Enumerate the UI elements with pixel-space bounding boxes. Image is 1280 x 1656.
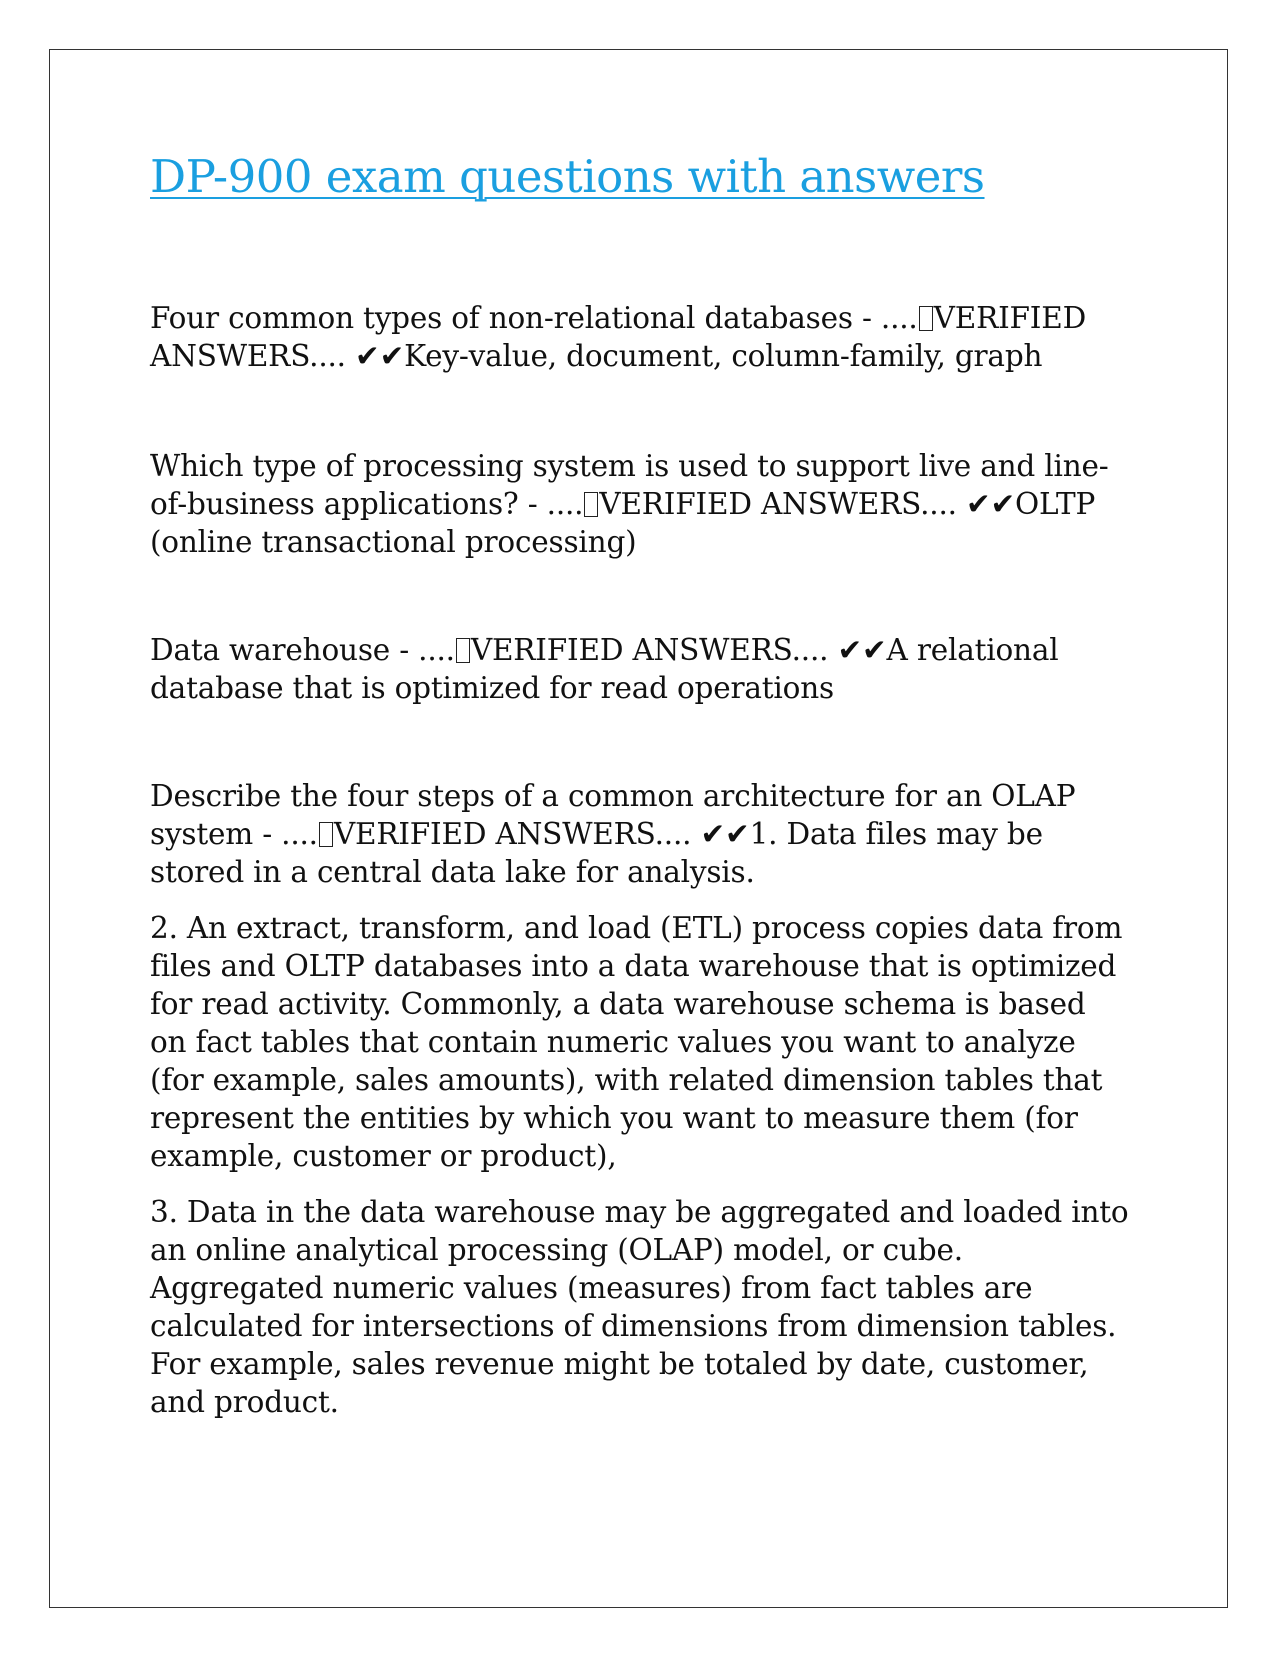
qa-entry [150, 631, 1130, 707]
question-text: Which type of processing system is used to support live and line-of-business applications? [150, 449, 1109, 521]
answer-continuation: 3. Data in the data warehouse may be aggregated and loaded into an online analytical processing (OLAP) model, or cube. Aggregated numeric values (measures) from fact tables are calculated for intersections of dimensions from dimension tables. For example, sales revenue might be totaled by date, customer, and product. [150, 1195, 1129, 1419]
missing-glyph-icon [919, 306, 933, 331]
answer-text: A relational database that is optimized for read operations [150, 633, 1059, 705]
checkmark-icon: ✔✔ [966, 487, 1016, 521]
question-text: Describe the four steps of a common architecture for an OLAP system [150, 779, 1076, 851]
verified-label: VERIFIED ANSWERS.... [333, 817, 692, 851]
answer-text: Key-value, document, column-family, graph [404, 339, 1043, 373]
qa-text [150, 631, 1130, 707]
answer-text: 1. Data files may be stored in a central data lake for analysis. [150, 817, 1043, 889]
document-title[interactable]: DP-900 exam questions with answers [150, 150, 985, 203]
document-body [150, 150, 1130, 1421]
separator: - .... [518, 487, 584, 521]
qa-entry [150, 299, 1130, 375]
answer-text: OLTP (online transactional processing) [150, 487, 1096, 559]
verified-label: VERIFIED ANSWERS.... [470, 633, 829, 667]
checkmark-icon: ✔✔ [700, 817, 750, 851]
verified-label: VERIFIED ANSWERS.... [150, 301, 1087, 373]
missing-glyph-icon [319, 822, 333, 847]
separator: - .... [253, 817, 318, 851]
qa-text [150, 777, 1130, 891]
qa-entry [150, 777, 1130, 1421]
qa-entry [150, 447, 1130, 561]
question-text: Data warehouse [150, 633, 391, 667]
qa-text [150, 299, 1130, 375]
missing-glyph-icon [456, 638, 470, 663]
separator: - .... [852, 301, 918, 335]
verified-label: VERIFIED ANSWERS.... [599, 487, 957, 521]
answer-continuation: 2. An extract, transform, and load (ETL) process copies data from files and OLTP databases into a data warehouse that is optimized for read activity. Commonly, a data warehouse schema is based on fact tables that contain numeric values you want to analyze (for example, sales amounts), with related dimension tables that represent the entities by which you want to measure them (for example, customer or product), [150, 911, 1123, 1173]
checkmark-icon: ✔✔ [837, 633, 887, 667]
missing-glyph-icon [584, 492, 598, 517]
qa-text [150, 447, 1130, 561]
separator: - .... [390, 633, 455, 667]
question-text: Four common types of non-relational databases [150, 301, 853, 335]
checkmark-icon: ✔✔ [355, 339, 405, 373]
